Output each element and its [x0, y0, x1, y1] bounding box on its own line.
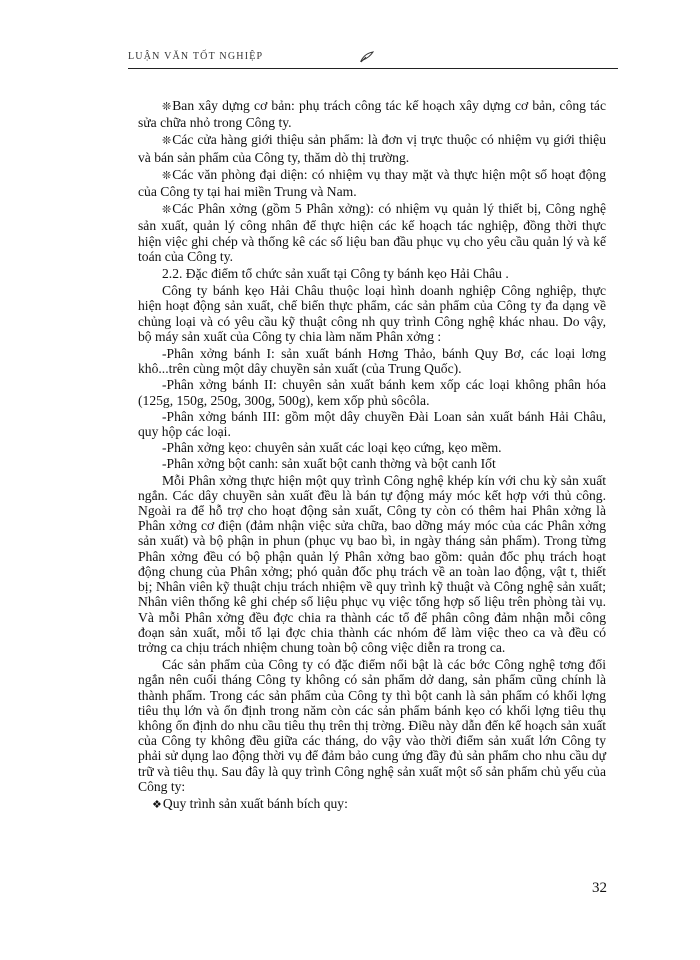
paragraph-text: Các sản phẩm của Công ty có đặc điểm nổi bật là các bớc Công nghệ tơng đối ngắn nên cuối tháng Công ty không có sản phẩm dở dang, sản phẩm cũng chính là thành phẩm. Trong các sản phẩm của Công ty thì bột canh là sản phẩm có khối lợng tiêu thụ lớn và ổn định trong năm còn các sản phẩm bánh kẹo có khối lợng tiêu thụ không ổn định do nhu cầu tiêu thụ trên thị trờng. Điều này dẫn đến kế hoạch sản xuất của Công ty không đều giữa các tháng, do vậy vào thời điểm sản xuất lớn Công ty phải sử dụng lao động thời vụ để đảm bảo cung ứng đầy đủ sản phẩm cho nhu cầu dự trữ và tiêu thụ. Sau đây là quy trình Công nghệ sản xuất một số sản phẩm chủ yếu của Công ty: [138, 657, 606, 794]
asterism-bullet-icon: ❊ [162, 135, 172, 148]
section-heading [138, 266, 606, 281]
list-item-text: -Phân xởng bánh I: sản xuất bánh Hơng Thảo, bánh Quy Bơ, các loại lơng khô...trên cùng một dây chuyền sản xuất (của Trung Quốc). [138, 346, 606, 377]
list-item-text: -Phân xởng bánh III: gồm một dây chuyền Đài Loan sản xuất bánh Hải Châu, quy hộp các loại. [138, 408, 606, 440]
subsection-heading [138, 796, 606, 813]
list-item [138, 346, 606, 376]
diamond-bullet-icon: ❖ [152, 798, 162, 811]
list-item [138, 440, 606, 455]
paragraph [138, 132, 606, 164]
section-heading-text: 2.2. Đặc điểm tổ chức sản xuất tại Công ty bánh kẹo Hải Châu . [162, 266, 509, 282]
subsection-heading-text: Quy trình sản xuất bánh bích quy: [162, 795, 348, 811]
paragraph-text: Ban xây dựng cơ bản: phụ trách công tác kế hoạch xây dựng cơ bản, công tác sửa chữa nhỏ trong Công ty. [138, 98, 606, 131]
asterism-bullet-icon: ❊ [162, 101, 172, 113]
paragraph [138, 473, 606, 655]
paragraph [138, 201, 606, 264]
paragraph-text: Các cửa hàng giới thiệu sản phẩm: là đơn vị trực thuộc có nhiệm vụ giới thiệu và bán sản phẩm của Công ty, thăm dò thị trường. [138, 132, 606, 165]
header-title: LUẬN VĂN TỐT NGHIỆP [128, 51, 264, 62]
body-text [138, 98, 606, 815]
list-item-text: -Phân xởng bánh II: chuyên sản xuất bánh kem xốp các loại không phân hóa (125g, 150g, 250g, 300g, 500g), kem xốp phủ sôcôla. [138, 377, 606, 408]
list-item-text: -Phân xởng bột canh: sản xuất bột canh thờng và bột canh Iốt [162, 456, 496, 472]
list-item [138, 377, 606, 407]
paragraph [138, 657, 606, 794]
paragraph [138, 167, 606, 199]
asterism-bullet-icon: ❊ [162, 204, 172, 217]
paragraph-text: Các Phân xởng (gồm 5 Phân xởng): có nhiệm vụ quản lý thiết bị, Công nghệ sản xuất, quản lý công nhân để thực hiện các kế hoạch tác nghiệp, đồng thời thực hiện việc ghi chép và thống kê các số liệu ban đầu phục vụ cho yêu cầu quản lý và kế toán của Công ty. [138, 201, 606, 264]
feather-quill-icon [360, 51, 374, 63]
asterism-bullet-icon: ❊ [162, 169, 172, 182]
page-header [128, 48, 618, 69]
list-item [138, 456, 606, 471]
paragraph-text: Các văn phòng đại diện: có nhiệm vụ thay mặt và thực hiện một số hoạt động của Công ty tại hai miền Trung và Nam. [138, 166, 606, 200]
list-item-text: -Phân xởng kẹo: chuyên sản xuất các loại kẹo cứng, kẹo mềm. [162, 440, 502, 456]
paragraph [138, 98, 606, 130]
paragraph-text: Mỗi Phân xởng thực hiện một quy trình Công nghệ khép kín với chu kỳ sản xuất ngắn. Các dây chuyền sản xuất đều là bán tự động máy móc kết hợp với thủ công. Ngoài ra để hỗ trợ cho hoạt động sản xuất, Công ty còn có thêm hai Phân xởng là Phân xởng cơ điện (đảm nhận việc sửa chữa, bao dỡng máy móc của các Phân xởng sản xuất) và bộ phận in phun (phục vụ bao bì, in ngày tháng sản phẩm). Trong từng Phân xởng đều có bộ phận quản lý Phân xởng bao gồm: quản đốc phụ trách hoạt động chung của Phân xởng; phó quản đốc phụ trách về an toàn lao động, vật t, thiết bị; Nhân viên kỹ thuật chịu trách nhiệm về quy trình kỹ thuật và Công nghệ sản xuất; Nhân viên thống kê ghi chép số liệu phục vụ việc tổng hợp số liệu trên phòng tài vụ. Và mỗi Phân xởng đều đợc chia ra thành các tổ để phân công đảm nhận mỗi công đoạn sản xuất, mỗi tổ lại đợc chia thành các nhóm để làm việc theo ca và đều có trởng ca chịu trách nhiệm chung toàn bộ công việc diễn ra trong ca. [138, 472, 606, 655]
paragraph [138, 283, 606, 344]
paragraph-text: Công ty bánh kẹo Hải Châu thuộc loại hình doanh nghiệp Công nghiệp, thực hiện hoạt động sản xuất, chế biến thực phẩm, các sản phẩm của Công ty đa dạng về chủng loại và có yêu cầu kỹ thuật công nh quy trình Công nghệ khác nhau. Do vậy, bộ máy sản xuất của Công ty chia làm năm Phân xởng : [138, 283, 606, 344]
list-item [138, 409, 606, 439]
page-number: 32 [592, 880, 607, 896]
